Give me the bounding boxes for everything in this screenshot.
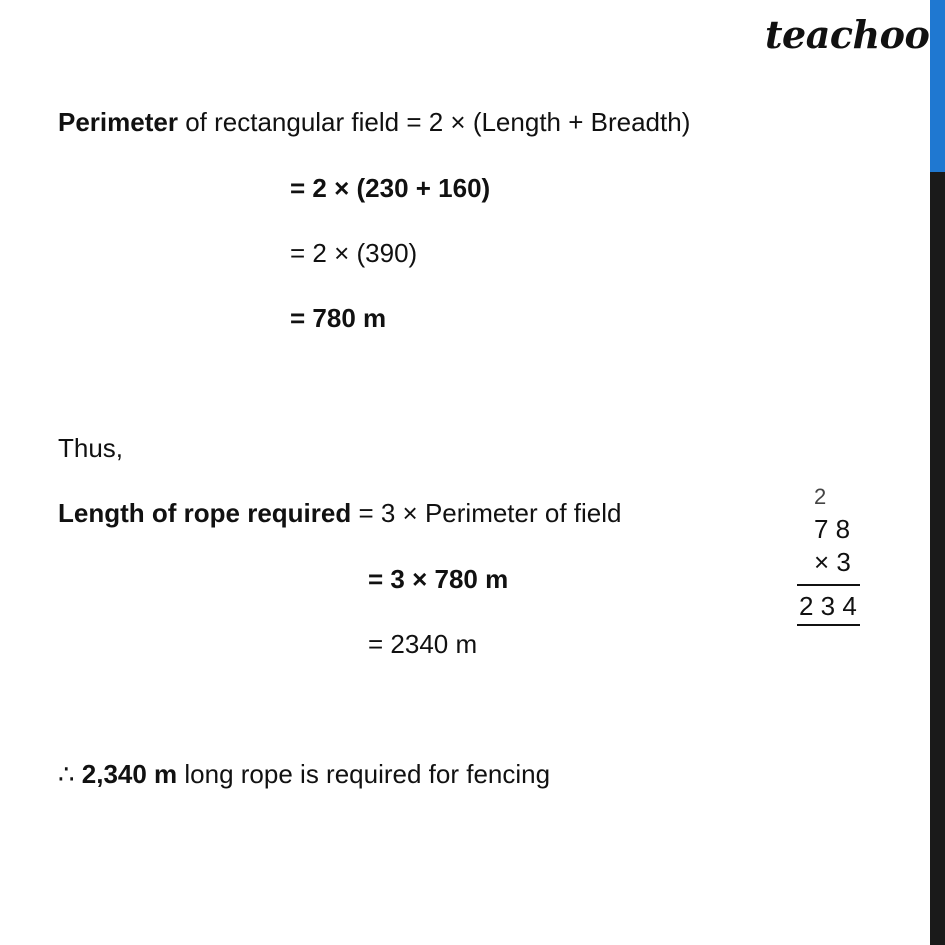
- therefore-symbol: ∴: [58, 759, 82, 789]
- perimeter-label: Perimeter: [58, 107, 178, 137]
- perimeter-result: = 780 m: [290, 303, 387, 333]
- calc-rule-bottom: [797, 624, 860, 626]
- perimeter-formula: of rectangular field = 2 × (Length + Breadth): [177, 107, 691, 137]
- rope-formula: = 3 × Perimeter of field: [351, 498, 622, 528]
- rope-step-2: = 2340 m: [368, 629, 478, 659]
- scrollbar-thumb[interactable]: [930, 0, 945, 172]
- scrollbar-track[interactable]: [930, 0, 945, 945]
- calc-multiplier: × 3: [814, 547, 851, 577]
- teachoo-logo: teachoo: [765, 12, 930, 57]
- perimeter-step-1: = 2 × (230 + 160): [290, 173, 491, 203]
- rope-label: Length of rope required: [58, 498, 352, 528]
- perimeter-step-2: = 2 × (390): [290, 238, 418, 268]
- calc-carry: 2: [814, 484, 827, 509]
- rope-formula-line: [58, 497, 621, 529]
- conclusion-line: [58, 758, 550, 790]
- calc-rule-top: [797, 584, 860, 586]
- conclusion-value: 2,340 m: [81, 759, 178, 789]
- rope-step-1: = 3 × 780 m: [368, 564, 509, 594]
- thus-text: Thus,: [58, 433, 124, 463]
- calc-multiplicand: 7 8: [814, 514, 851, 544]
- conclusion-text: long rope is required for fencing: [177, 759, 551, 789]
- calc-result: 2 3 4: [799, 591, 857, 621]
- perimeter-formula-line: [58, 106, 690, 138]
